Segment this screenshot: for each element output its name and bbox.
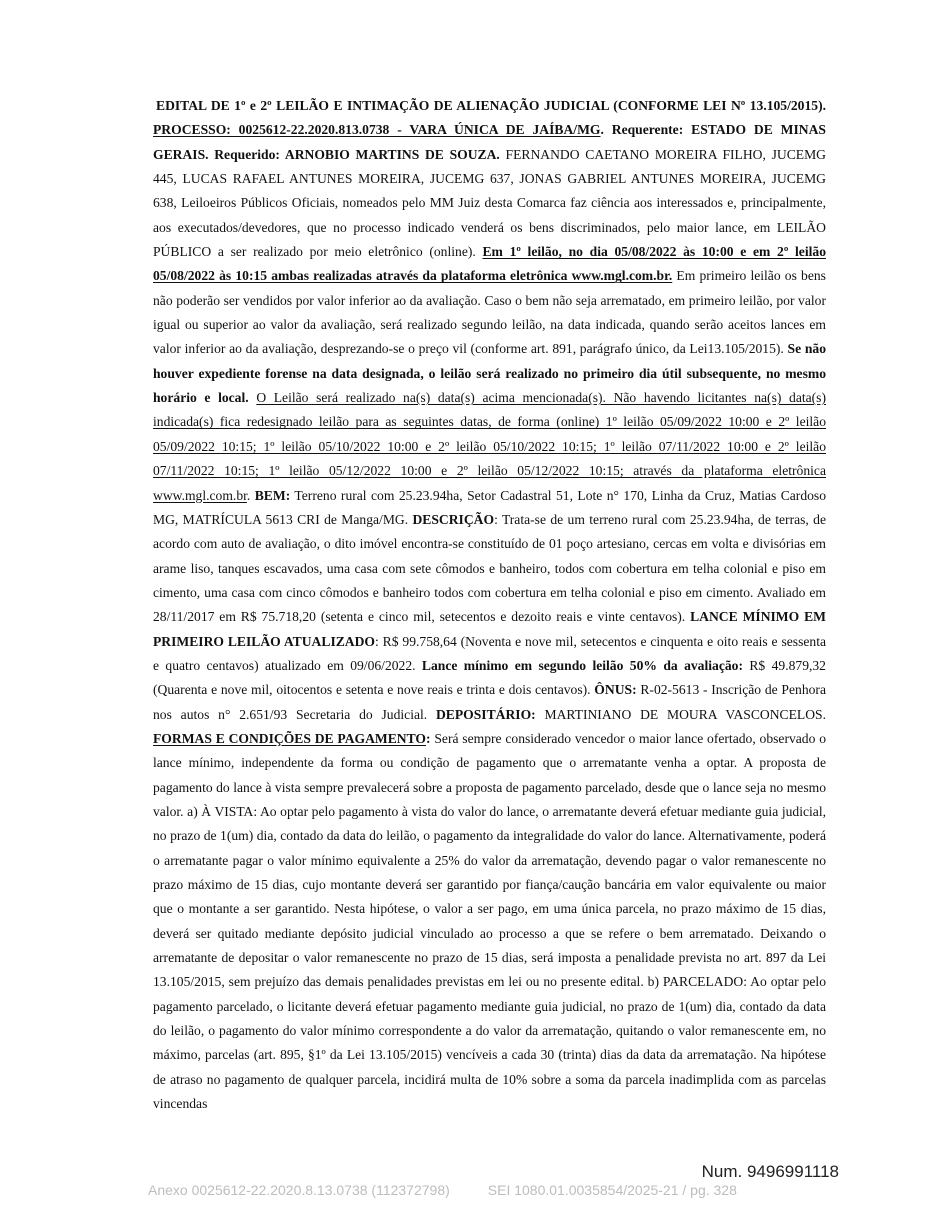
text-segment: Lance mínimo em segundo leilão 50% da avaliação: (421, 657, 743, 673)
text-segment: Será sempre considerado vencedor o maior lance ofertado, observado o lance mínimo, independente da forma ou condição de pagamento que o arrematante venha a optar. A proposta de pagamento do lance à vista sempre prevalecerá sobre a proposta de pagamento parcelado, desde que o lance seja no mesmo valor. a) À VISTA: Ao optar pelo pagamento à vista do valor do lance, o arrematante deverá efetuar mediante guia judicial, no prazo de 1(um) dia, contado da data do leilão, o pagamento da integralidade do valor do lance. Alternativamente, poderá o arrematante pagar o valor mínimo equivalente a 25% do valor da arrematação, devendo pagar o valor remanescente no prazo máximo de 15 dias, cujo montante deverá ser garantido por fiança/caução bancária em valor equivalente ou maior que o montante a ser garantido. Nesta hipótese, o valor a ser pago, em uma única parcela, no prazo máximo de 15 dias, deverá ser quitado mediante depósito judicial vinculado ao processo a que se refere o bem arrematado. Deixando o arrematante de depositar o valor remanescente no prazo de 15 dias, será imposta a penalidade prevista no art. 897 da Lei 13.105/2015, sem prejuízo das demais penalidades previstas em lei ou no presente edital. b) PARCELADO: Ao optar pelo pagamento parcelado, o licitante deverá efetuar pagamento mediante guia judicial, no prazo de 1(um) dia, contado da data do leilão, o pagamento do valor mínimo correspondente a do valor da arrematação, quitando o valor remanescente em, no máximo, parcelas (art. 895, §1º da Lei 13.105/2015) vencíveis a cada 30 (trinta) dias da data da arrematação. Na hipótese de atraso no pagamento de qualquer parcela, incidirá multa de 10% sobre a soma da parcela inadimplida com as parcelas vincendas (153, 730, 827, 1112)
text-segment: : R$ 99.758,64 (Noventa e nove mil, setecentos e cinquenta e oito reais e sessenta e quatro centavos) atualizado em 09/06/2022. (153, 633, 826, 673)
text-segment: LANCE MÍNIMO EM PRIMEIRO LEILÃO ATUALIZADO (153, 609, 826, 649)
text-segment: Em primeiro leilão os bens não poderão ser vendidos por valor inferior ao da avaliação. Caso o bem não seja arrematado, em primeiro leilão, por valor igual ou superior ao valor da avaliação, será realizado segundo leilão, na data indicada, quando serão aceitos lances em valor inferior ao da avaliação, desprezando-se o preço vil (conforme art. 891, parágrafo único, da Lei13.105/2015). (153, 268, 826, 357)
footer-annex-ref: Anexo 0025612-22.2020.8.13.0738 (112372798) (148, 1182, 450, 1198)
text-segment: . (246, 487, 255, 503)
text-segment: R$ 49.879,32 (Quarenta e nove mil, oitocentos e setenta e nove reais e trinta e dois centavos). (153, 657, 826, 698)
text-segment: . Requerente: ESTADO DE MINAS GERAIS. Requerido: ARNOBIO MARTINS DE SOUZA. (153, 122, 826, 162)
text-segment: DEPOSITÁRIO: (435, 706, 536, 722)
text-segment: EDITAL DE 1º e 2º LEILÃO E INTIMAÇÃO DE ALIENAÇÃO JUDICIAL (CONFORME LEI Nº 13.105/2015). (156, 98, 826, 113)
footer-annex-line (148, 1182, 737, 1198)
document-number: Num. 9496991118 (701, 1162, 839, 1181)
text-segment: ÔNUS: (594, 682, 637, 698)
text-segment: FORMAS E CONDIÇÕES DE PAGAMENTO (153, 730, 427, 746)
text-segment: Em 1º leilão, no dia 05/08/2022 às 10:00 e em 2º leilão 05/08/2022 às 10:15 ambas realizadas através da plataforma eletrônica www.mgl.com.br. (153, 244, 826, 284)
text-segment: Terreno rural com 25.23.94ha, Setor Cadastral 51, Lote n° 170, Linha da Cruz, Matias Cardoso MG, MATRÍCULA 5613 CRI de Manga/MG. (153, 487, 827, 527)
text-segment: : Trata-se de um terreno rural com 25.23.94ha, de terras, de acordo com auto de avaliação, o dito imóvel encontra-se constituído de 01 poço artesiano, cercas em volta e divisórias em arame liso, tanques escavados, uma casa com sete cômodos e banheiro, todos com cobertura em telha colonial e piso em cimento, uma casa com cinco cômodos e banheiro todos com cobertura em telha colonial e piso em cimento. Avaliado em 28/11/2017 em R$ 75.718,20 (setenta e cinco mil, setecentos e dezoito reais e vinte centavos). (153, 511, 826, 625)
text-segment: O Leilão será realizado na(s) data(s) acima mencionada(s). Não havendo licitantes na(s) data(s) indicada(s) fica redesignado leilão para as seguintes datas, de forma (online) 1º leilão 05/09/2022 10:00 e 2º leilão 05/09/2022 10:15; 1º leilão 05/10/2022 10:00 e 2º leilão 05/10/2022 10:15; 1º leilão 07/11/2022 10:00 e 2º leilão 07/11/2022 10:15; 1º leilão 05/12/2022 10:00 e 2º leilão 05/12/2022 10:15; através da plataforma eletrônica www.mgl.com.br (153, 390, 827, 503)
text-segment: MARTINIANO DE MOURA VASCONCELOS. (535, 706, 826, 722)
text-segment: DESCRIÇÃO (412, 511, 495, 527)
footer-sei-ref: SEI 1080.01.0035854/2025-21 / pg. 328 (487, 1182, 737, 1198)
text-segment: R-02-5613 - Inscrição de Penhora nos autos n° 2.651/93 Secretaria do Judicial. (153, 682, 826, 722)
text-segment: PROCESSO: 0025612-22.2020.813.0738 - VARA ÚNICA DE JAÍBA/MG (153, 122, 601, 138)
text-segment: : (426, 730, 431, 746)
edital-body-text (153, 94, 826, 1116)
text-segment: Se não houver expediente forense na data designada, o leilão será realizado no primeiro dia útil subsequente, no mesmo horário e local. (153, 341, 826, 406)
text-segment: FERNANDO CAETANO MOREIRA FILHO, JUCEMG 445, LUCAS RAFAEL ANTUNES MOREIRA, JUCEMG 637, JONAS GABRIEL ANTUNES MOREIRA, JUCEMG 638, Leiloeiros Públicos Oficiais, nomeados pelo MM Juiz desta Comarca faz ciência aos interessados e, principalmente, aos executados/devedores, que no processo indicado venderá os bens discriminados, pelo maior lance, em LEILÃO PÚBLICO a ser realizado por meio eletrônico (online). (153, 146, 826, 260)
text-segment: BEM: (254, 487, 291, 503)
